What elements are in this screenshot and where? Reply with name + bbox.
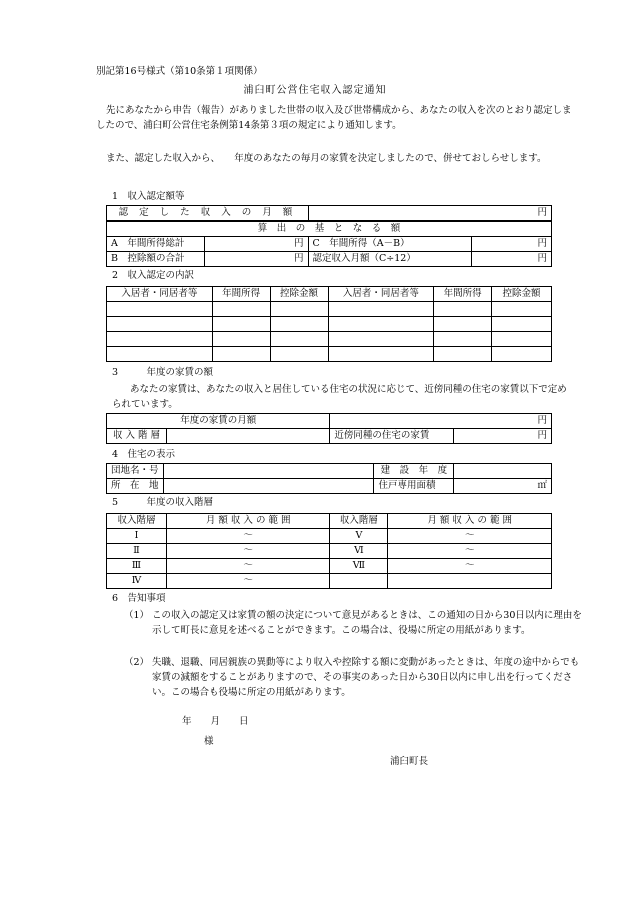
tier-5: Ⅴ — [330, 529, 388, 544]
tier-1-range: ～ — [166, 529, 330, 544]
section-4-heading: 4 住宅の表示 — [112, 449, 176, 460]
rent-explanation: あなたの家賃は、あなたの収入と居住している住宅の状況に応じて、近傍同種の住宅の家賃以下で定められています。 — [112, 384, 567, 410]
notice-item-1 — [124, 608, 584, 638]
col-annual-income-1: 年間所得 — [212, 287, 270, 302]
tier-3: Ⅲ — [107, 559, 167, 574]
table-row — [107, 332, 552, 347]
tier-7: Ⅶ — [330, 559, 388, 574]
nearby-rent-label: 近傍同種の住宅の家賃 — [330, 429, 454, 444]
tier-7-range: ～ — [388, 559, 552, 574]
range-header-right: 月 額 収 入 の 範 囲 — [388, 514, 552, 529]
form-number: 別記第16号様式（第10条第１項関係） — [96, 66, 263, 77]
annual-income-total-value: 円 — [204, 237, 308, 252]
notice-item-1-number: （1） — [124, 610, 150, 621]
deduction-total-value: 円 — [204, 252, 308, 267]
tier-header-right: 収入階層 — [330, 514, 388, 529]
col-deduction-2: 控除金額 — [492, 287, 552, 302]
calc-basis-table — [106, 221, 552, 267]
annual-income-net-label: C 年間所得（A－B） — [308, 237, 472, 252]
col-deduction-1: 控除金額 — [270, 287, 328, 302]
table-row — [107, 529, 552, 544]
floor-area-label: 住戸専用面積 — [374, 479, 454, 494]
col-household-2: 入居者・同居者等 — [328, 287, 434, 302]
tier-empty — [330, 574, 388, 589]
calc-basis-header: 算 出 の 基 と な る 額 — [107, 222, 552, 237]
income-table — [106, 205, 552, 221]
tier-4-range: ～ — [166, 574, 330, 589]
nearby-rent-value: 円 — [454, 429, 552, 444]
certified-monthly-label: 認定収入月額（C÷12） — [308, 252, 472, 267]
addressee-suffix: 様 — [204, 736, 214, 747]
tier-6: Ⅵ — [330, 544, 388, 559]
rent-monthly-label: 年度の家賃の月額 — [107, 414, 330, 429]
certified-monthly-value: 円 — [472, 252, 552, 267]
housing-table — [106, 463, 552, 494]
notice-item-2 — [124, 655, 584, 700]
tier-2-range: ～ — [166, 544, 330, 559]
intro-paragraph-1: 先にあなたから申告（報告）がありました世帯の収入及び世帯構成から、あなたの収入を次のとおり認定しましたので、浦臼町公営住宅条例第14条第３項の規定により通知します。 — [96, 105, 572, 131]
annual-income-net-value: 円 — [472, 237, 552, 252]
rent-table — [106, 413, 552, 444]
col-annual-income-2: 年間所得 — [434, 287, 492, 302]
tier-empty-range — [388, 574, 552, 589]
notice-item-2-text: 失職、退職、同居親族の異動等により収入や控除する額に変動があったときは、年度の途中からでも家賃の減額をすることがありますので、その事実のあった日から30日以内に申し出を行ってください。この場合も役場に所定の用紙があります。 — [152, 657, 580, 698]
annual-income-total-label: A 年間所得総計 — [107, 237, 205, 252]
tier-4: Ⅳ — [107, 574, 167, 589]
range-header-left: 月 額 収 入 の 範 囲 — [166, 514, 330, 529]
issue-date: 年 月 日 — [182, 716, 249, 727]
issuer-name: 浦臼町長 — [390, 756, 429, 767]
table-row — [107, 317, 552, 332]
address-value — [163, 479, 374, 494]
section-5-heading: 5 年度の収入階層 — [112, 497, 214, 508]
tier-1: Ⅰ — [107, 529, 167, 544]
floor-area-value: ㎡ — [454, 479, 552, 494]
complex-name-label: 団地名・号 — [107, 464, 164, 479]
tier-2: Ⅱ — [107, 544, 167, 559]
tier-5-range: ～ — [388, 529, 552, 544]
monthly-income-value: 円 — [308, 206, 551, 221]
intro-paragraph-2: また、認定した収入から、 年度のあなたの毎月の家賃を決定しましたので、併せておしらせします。 — [106, 153, 547, 164]
tier-header-left: 収入階層 — [107, 514, 167, 529]
section-1-heading: 1 収入認定額等 — [112, 191, 185, 202]
complex-name-value — [163, 464, 374, 479]
tier-6-range: ～ — [388, 544, 552, 559]
document-title: 浦臼町公営住宅収入認定通知 — [243, 85, 387, 96]
address-label: 所 在 地 — [107, 479, 164, 494]
section-2-heading: 2 収入認定の内訳 — [112, 270, 195, 281]
income-tier-label: 収 入 階 層 — [107, 429, 167, 444]
monthly-income-label: 認 定 し た 収 入 の 月 額 — [107, 206, 309, 221]
col-household-1: 入居者・同居者等 — [107, 287, 213, 302]
tier-3-range: ～ — [166, 559, 330, 574]
income-tier-value — [166, 429, 329, 444]
construction-year-value — [454, 464, 552, 479]
rent-monthly-value: 円 — [330, 414, 552, 429]
notice-item-1-text: この収入の認定又は家賃の額の決定について意見があるときは、この通知の日から30日以内に理由を示して町長に意見を述べることができます。この場合は、役場に所定の用紙があります。 — [152, 610, 582, 636]
income-breakdown-table — [106, 286, 552, 362]
table-row — [107, 347, 552, 362]
table-row — [107, 302, 552, 317]
notice-item-2-number: （2） — [124, 657, 150, 668]
deduction-total-label: B 控除額の合計 — [107, 252, 205, 267]
section-6-heading: 6 告知事項 — [112, 593, 166, 604]
table-row — [107, 574, 552, 589]
table-row — [107, 559, 552, 574]
construction-year-label: 建 設 年 度 — [374, 464, 454, 479]
table-row — [107, 544, 552, 559]
section-3-heading: 3 年度の家賃の額 — [112, 367, 214, 378]
income-tier-table — [106, 513, 552, 589]
